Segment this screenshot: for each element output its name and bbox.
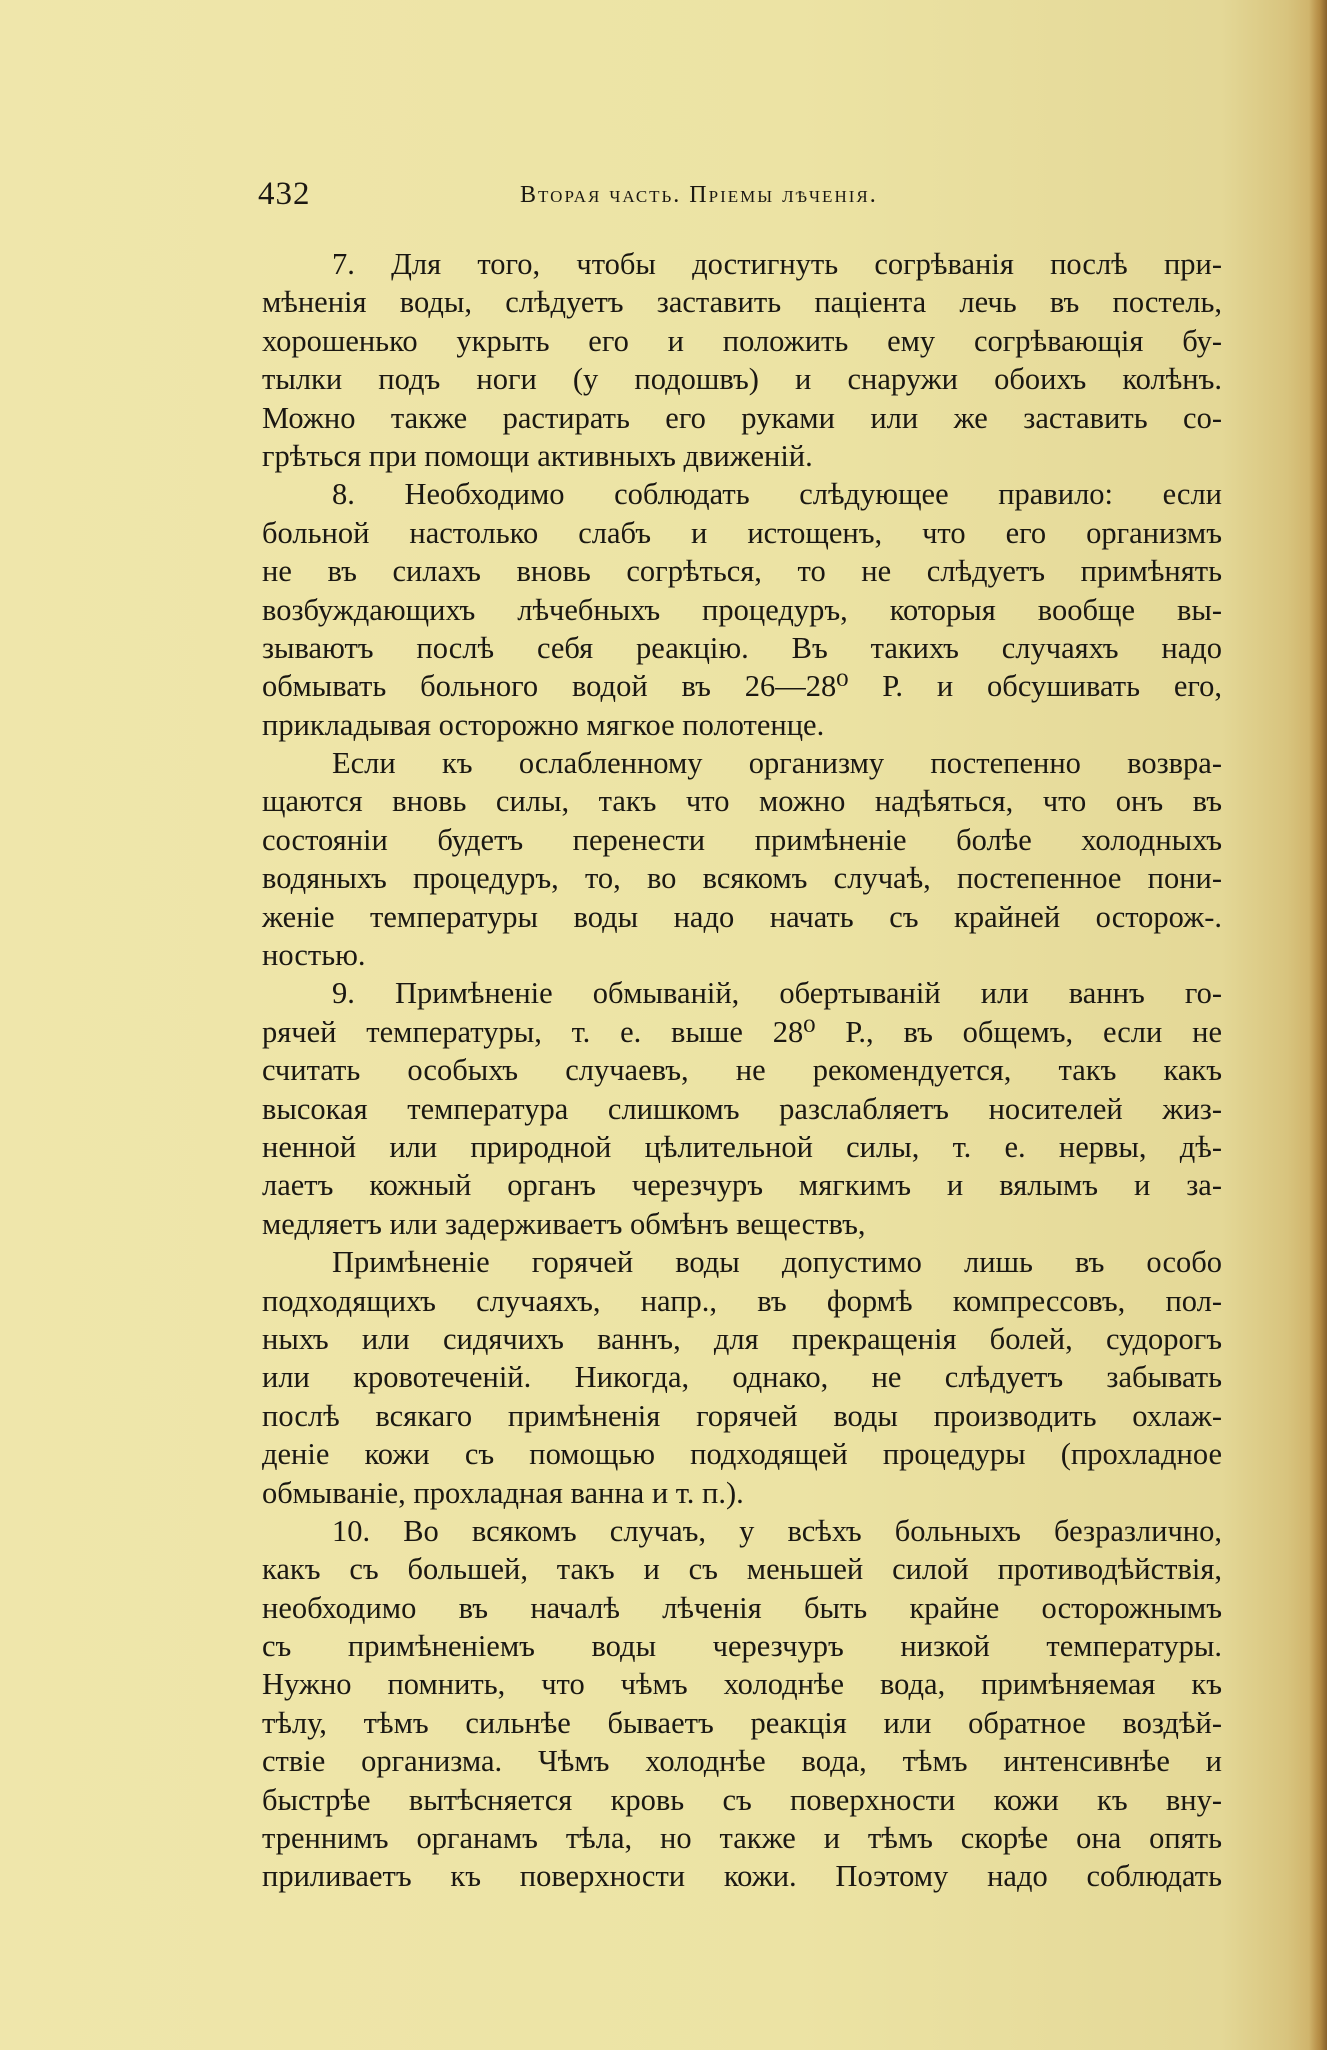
text-line: хорошенько укрыть его и положить ему согрѣвающія бу- (262, 323, 1222, 358)
text-line: 7. Для того, чтобы достигнуть согрѣванія послѣ при- (332, 247, 1222, 281)
text-line: треннимъ органамъ тѣла, но также и тѣмъ скорѣе она опять (262, 1821, 1222, 1856)
text-line: какъ съ большей, такъ и съ меньшей силой противодѣйствія, (262, 1552, 1222, 1587)
page-number: 432 (258, 176, 311, 212)
text-line: мѣненія воды, слѣдуетъ заставить паціента лечь въ постель, (262, 285, 1222, 320)
text-line: деніе кожи съ помощью подходящей процедуры (прохладное (262, 1437, 1222, 1472)
text-line: необходимо въ началѣ лѣченія быть крайне осторожнымъ (262, 1590, 1222, 1625)
text-line: женіе температуры воды надо начать съ крайней осторож-. (262, 899, 1222, 934)
text-line: послѣ всякаго примѣненія горячей воды производить охлаж- (262, 1398, 1222, 1433)
text-line: подходящихъ случаяхъ, напр., въ формѣ компрессовъ, пол- (262, 1283, 1222, 1318)
text-line: 8. Необходимо соблюдать слѣдующее правило: если (332, 477, 1222, 512)
text-line: Примѣненіе горячей воды допустимо лишь въ особо (332, 1245, 1222, 1280)
text-line: или кровотеченій. Никогда, однако, не слѣдуетъ забывать (262, 1360, 1222, 1395)
text-line: считать особыхъ случаевъ, не рекомендуется, такъ какъ (262, 1053, 1222, 1088)
text-line: обмываніе, прохладная ванна и т. п.). (262, 1475, 744, 1510)
text-line: высокая температура слишкомъ разслабляетъ носителей жиз- (262, 1091, 1222, 1126)
text-line: рячей температуры, т. е. выше 28⁰ Р., въ общемъ, если не (262, 1014, 1222, 1049)
page-header (258, 172, 1218, 216)
text-line: больной настолько слабъ и истощенъ, что его организмъ (262, 515, 1222, 550)
text-line: обмывать больного водой въ 26—28⁰ Р. и обсушивать его, (262, 669, 1222, 704)
text-line: тылки подъ ноги (у подошвъ) и снаружи обоихъ колѣнъ. (262, 362, 1222, 397)
text-line: съ примѣненіемъ воды черезчуръ низкой температуры. (262, 1629, 1222, 1664)
text-line: ностью. (262, 938, 366, 973)
text-line: щаются вновь силы, такъ что можно надѣяться, что онъ въ (262, 784, 1222, 819)
page-edge-shadow (1309, 0, 1327, 2050)
text-line: быстрѣе вытѣсняется кровь съ поверхности кожи къ вну- (262, 1782, 1222, 1817)
text-line: не въ силахъ вновь согрѣться, то не слѣдуетъ примѣнять (262, 554, 1222, 589)
text-line: Нужно помнить, что чѣмъ холоднѣе вода, примѣняемая къ (262, 1667, 1222, 1702)
text-line: прикладывая осторожно мягкое полотенце. (262, 707, 825, 742)
text-line: ненной или природной цѣлительной силы, т. е. нервы, дѣ- (262, 1129, 1222, 1164)
text-line: состояніи будетъ перенести примѣненіе болѣе холодныхъ (262, 822, 1222, 857)
text-line: медляетъ или задерживаетъ обмѣнъ веществъ, (262, 1206, 866, 1241)
body-text (262, 245, 1222, 1896)
text-line: ствіе организма. Чѣмъ холоднѣе вода, тѣмъ интенсивнѣе и (262, 1744, 1222, 1779)
text-line: тѣлу, тѣмъ сильнѣе бываетъ реакція или обратное воздѣй- (262, 1705, 1222, 1740)
text-line: 9. Примѣненіе обмываній, обертываній или ваннъ го- (332, 976, 1222, 1011)
text-line: Можно также растирать его руками или же заставить со- (262, 400, 1222, 435)
text-line: водяныхъ процедуръ, то, во всякомъ случаѣ, постепенное пони- (262, 861, 1222, 896)
text-line: возбуждающихъ лѣчебныхъ процедуръ, которыя вообще вы- (262, 592, 1222, 627)
text-line: грѣться при помощи активныхъ движеній. (262, 438, 813, 473)
text-line: 10. Во всякомъ случаъ, у всѣхъ больныхъ безразлично, (332, 1513, 1222, 1548)
text-line: ныхъ или сидячихъ ваннъ, для прекращенія болей, судорогъ (262, 1321, 1222, 1356)
text-line: Если къ ослабленному организму постепенно возвра- (332, 746, 1222, 781)
text-line: зываютъ послѣ себя реакцію. Въ такихъ случаяхъ надо (262, 630, 1222, 665)
text-line: лаетъ кожный органъ черезчуръ мягкимъ и вялымъ и за- (262, 1168, 1222, 1203)
text-line: приливаетъ къ поверхности кожи. Поэтому надо соблюдать (262, 1859, 1222, 1894)
running-head: Вторая часть. Пріемы лѣченія. (520, 182, 878, 208)
